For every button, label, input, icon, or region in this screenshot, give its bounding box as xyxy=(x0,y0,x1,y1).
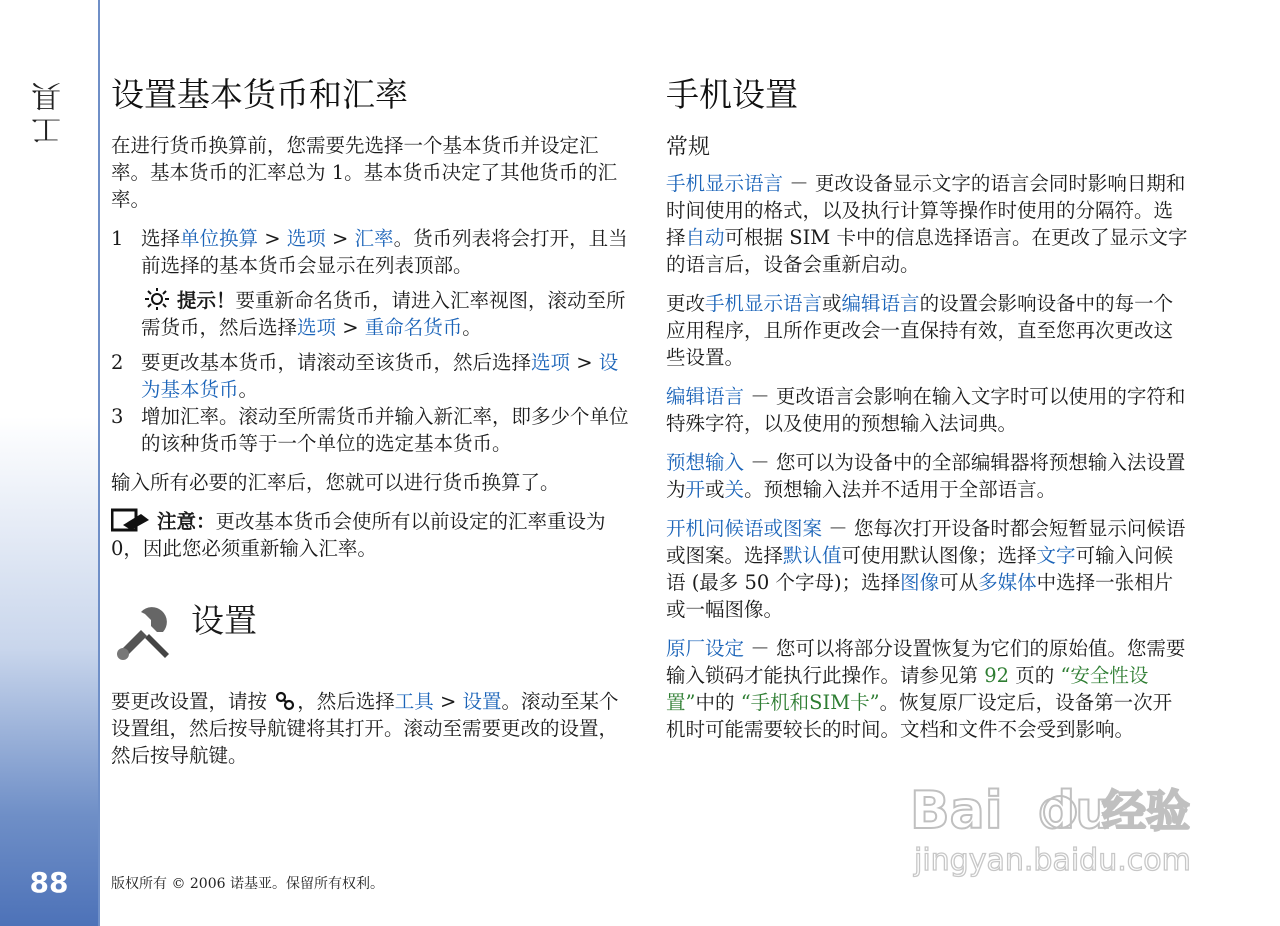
tip-label: 提示！ xyxy=(177,289,236,312)
dash: － xyxy=(744,637,776,660)
body-text: 可输入问候语 (最多 50 个字母)；选择 xyxy=(666,544,1174,594)
link-text[interactable]: 文字 xyxy=(1036,544,1076,567)
paragraph-language-scope xyxy=(666,290,1191,371)
watermark-word: 经验 xyxy=(1102,786,1190,837)
dash: － xyxy=(783,172,815,195)
page-number: 88 xyxy=(29,866,69,899)
body-text: 您可以将部分设置恢复为它们的原始值。您需要输入锁码才能执行此操作。请参见第 xyxy=(666,637,1186,687)
list-item xyxy=(111,225,636,341)
link-rename-currency[interactable]: 重命名货币 xyxy=(364,316,463,339)
step-number: 2 xyxy=(111,351,124,374)
tip-text: 要重新命名货币，请进入汇率视图，滚动至所需货币，然后选择 xyxy=(141,289,626,339)
menu-separator: > xyxy=(570,351,599,374)
link-options[interactable]: 选项 xyxy=(286,227,326,250)
list-item xyxy=(111,349,636,403)
menu-separator: > xyxy=(325,227,355,250)
tip-box xyxy=(141,287,636,341)
link-off[interactable]: 关 xyxy=(724,478,745,501)
dash: － xyxy=(744,451,776,474)
copyright-footer: 版权所有 © 2006 诺基亚。保留所有权利。 xyxy=(111,876,384,892)
settings-text: 要更改设置，请按 xyxy=(111,690,268,713)
body-text: 中选择一张相片或一幅图像。 xyxy=(666,571,1174,621)
link-exchange-rate[interactable]: 汇率 xyxy=(354,227,394,250)
link-tools[interactable]: 工具 xyxy=(394,690,434,713)
steps-list xyxy=(111,225,636,457)
link-settings[interactable]: 设置 xyxy=(462,690,502,713)
body-text: 可使用默认图像；选择 xyxy=(841,544,1037,567)
link-phone-display-language[interactable]: 手机显示语言 xyxy=(666,172,784,195)
step-number: 3 xyxy=(111,405,124,428)
link-writing-language[interactable]: 编辑语言 xyxy=(841,292,920,315)
paragraph-predictive-text xyxy=(666,449,1191,503)
body-text: 可从 xyxy=(939,571,979,594)
link-options[interactable]: 选项 xyxy=(531,351,571,374)
body-text: 更改设备显示文字的语言会同时影响日期和时间使用的格式，以及执行计算等操作时使用的分隔符。选择 xyxy=(666,172,1186,249)
body-text: 。预想输入法并不适用于全部语言。 xyxy=(744,478,1057,501)
section-title-currency: 设置基本货币和汇率 xyxy=(111,75,408,114)
subsection-title-general: 常规 xyxy=(666,135,711,160)
tip-lightbulb-icon xyxy=(141,287,173,311)
right-column xyxy=(666,72,1191,755)
paragraph-writing-language xyxy=(666,383,1191,437)
menu-separator: > xyxy=(433,690,463,713)
link-unit-conversion[interactable]: 单位换算 xyxy=(180,227,259,250)
xref-security-settings[interactable]: “安全性设置” xyxy=(666,664,1149,714)
step-number: 1 xyxy=(111,227,124,250)
link-image[interactable]: 图像 xyxy=(900,571,940,594)
paragraph-welcome-note xyxy=(666,515,1191,623)
body-text: 页的 xyxy=(1009,664,1061,687)
body-text: 。恢复原厂设定后，设备第一次开机时可能需要较长的时间。文档和文件不会受到影响。 xyxy=(666,691,1173,741)
link-on[interactable]: 开 xyxy=(685,478,706,501)
watermark-brand-suffix: du xyxy=(1038,781,1113,841)
link-factory-settings[interactable]: 原厂设定 xyxy=(666,637,745,660)
intro-paragraph: 在进行货币换算前，您需要先选择一个基本货币并设定汇率。基本货币的汇率总为 1。基本货币决定了其他货币的汇率。 xyxy=(111,134,618,211)
xref-phone-and-sim[interactable]: “手机和SIM卡” xyxy=(740,691,880,714)
link-set-base-currency[interactable]: 设为基本货币 xyxy=(141,351,619,401)
wrench-icon xyxy=(111,602,175,666)
link-automatic[interactable]: 自动 xyxy=(685,226,725,249)
menu-key-icon xyxy=(273,690,297,712)
note-pencil-icon xyxy=(111,508,151,532)
dash: － xyxy=(744,385,776,408)
body-text: 更改 xyxy=(666,292,706,315)
settings-text: ，然后选择 xyxy=(297,690,395,713)
body-text: 的设置会影响设备中的每一个应用程序，且所作更改会一直保持有效，直至您再次更改这些设置。 xyxy=(666,292,1174,369)
body-text: 或 xyxy=(822,292,842,315)
tip-text: 。 xyxy=(462,316,482,339)
body-text: 更改语言会影响在输入文字时可以使用的字符和特殊字符，以及使用的预想输入法词典。 xyxy=(666,385,1186,435)
baidu-watermark-logo xyxy=(910,770,1210,880)
step-text: 选择 xyxy=(141,227,181,250)
section-title-settings: 设置 xyxy=(191,601,257,640)
section-tab: 工具 xyxy=(32,78,67,146)
link-phone-display-language[interactable]: 手机显示语言 xyxy=(705,292,823,315)
left-column xyxy=(111,72,636,781)
body-text: 可根据 SIM 卡中的信息选择语言。在更改了显示文字的语言后，设备会重新启动。 xyxy=(666,226,1188,276)
link-options[interactable]: 选项 xyxy=(297,316,337,339)
paragraph-factory-settings xyxy=(666,635,1191,743)
list-item xyxy=(111,403,636,457)
step-text: 增加汇率。滚动至所需货币并输入新汇率，即多少个单位的该种货币等于一个单位的选定基本货币。 xyxy=(141,405,629,455)
settings-header xyxy=(111,598,636,688)
note-box xyxy=(111,508,636,562)
note-label: 注意： xyxy=(157,510,216,533)
link-writing-language[interactable]: 编辑语言 xyxy=(666,385,745,408)
after-paragraph: 输入所有必要的汇率后，您就可以进行货币换算了。 xyxy=(111,471,560,494)
watermark-brand: Bai xyxy=(910,781,1003,841)
xref-page-number[interactable]: 92 xyxy=(984,664,1010,687)
menu-separator: > xyxy=(336,316,365,339)
link-predictive-text[interactable]: 预想输入 xyxy=(666,451,745,474)
body-text: 中的 xyxy=(695,691,741,714)
body-text: 或 xyxy=(705,478,725,501)
note-text: 更改基本货币会使所有以前设定的汇率重设为 0，因此您必须重新输入汇率。 xyxy=(111,510,606,560)
dash: － xyxy=(822,517,854,540)
paragraph-display-language xyxy=(666,170,1191,278)
body-text: 您每次打开设备时都会短暂显示问候语或图案。选择 xyxy=(666,517,1186,567)
step-text: 。 xyxy=(238,378,259,401)
watermark-url: jingyan.baidu.com xyxy=(914,843,1191,878)
body-text: 您可以为设备中的全部编辑器将预想输入法设置为 xyxy=(666,451,1186,501)
link-gallery[interactable]: 多媒体 xyxy=(978,571,1037,594)
link-welcome-note[interactable]: 开机问候语或图案 xyxy=(666,517,823,540)
settings-paragraph xyxy=(111,688,636,769)
step-text: 要更改基本货币，请滚动至该货币，然后选择 xyxy=(141,351,532,374)
settings-text: 。滚动至某个设置组，然后按导航键将其打开。滚动至需要更改的设置，然后按导航键。 xyxy=(111,690,619,767)
section-title-phone-settings: 手机设置 xyxy=(666,75,798,114)
menu-separator: > xyxy=(258,227,287,250)
link-default[interactable]: 默认值 xyxy=(783,544,842,567)
step-text: 。货币列表将会打开，且当前选择的基本货币会显示在列表顶部。 xyxy=(141,227,628,277)
